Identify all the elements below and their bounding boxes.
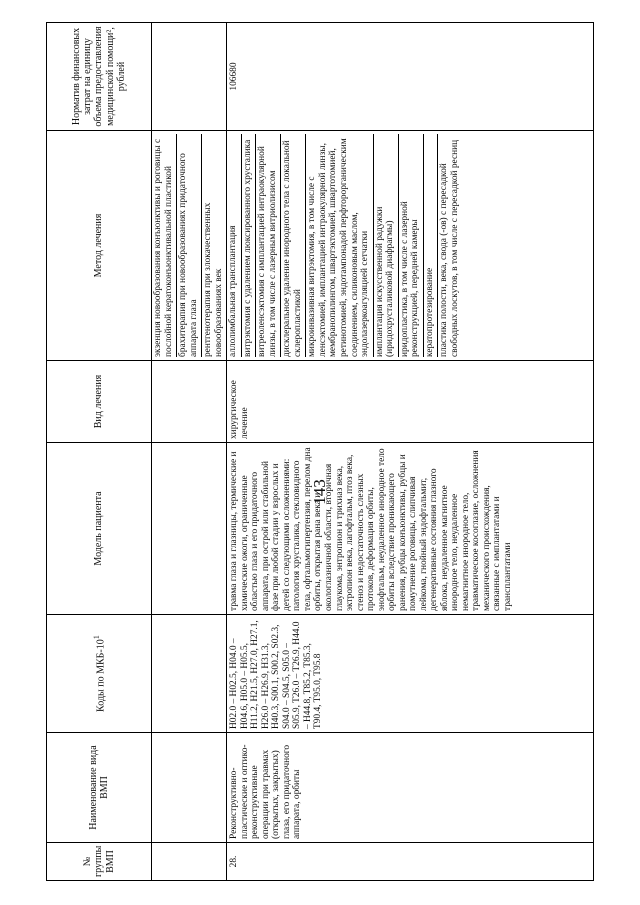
prev-empty-1 (152, 843, 227, 881)
rotated-table-container (46, 23, 594, 881)
row28-group: 28. (227, 843, 594, 881)
vmp-table (46, 22, 594, 881)
prev-method: экзенция новообразования конъюнктивы и роговицы с послойной кератоконъюнктивальной пластикой (152, 134, 177, 357)
row28-method: дисклеральное удаление инородного тела с локальной склеропластикой (281, 134, 306, 357)
header-codes-text: Коды по МКБ-10 (95, 639, 107, 712)
table-row-previous (152, 23, 227, 881)
page-number: 143 (310, 479, 329, 505)
prev-empty-4 (152, 443, 227, 615)
prev-empty-3 (152, 615, 227, 733)
header-name: Наименование вида ВМП (47, 733, 152, 843)
prev-methods-cell (152, 131, 227, 361)
header-codes-footnote: 1 (91, 635, 101, 640)
header-group: № группы ВМП (47, 843, 152, 881)
table-row-28 (227, 23, 594, 881)
row28-method: витрэктомия с удалением люксированного хрусталика (242, 134, 257, 357)
row28-name: Реконструктивно-пластические и оптико-реконструктивные операции при травмах (открытых, закрытых) глаза, его придаточного аппарата, орбиты (227, 733, 594, 843)
header-codes (47, 615, 152, 733)
row28-cost: 106680 (227, 23, 594, 131)
row28-method: витреоленсэктомия с имплантацией интраокулярной линзы, в том числе с лазерным витриолизисом (256, 134, 281, 357)
row28-method: имплантация искусственной радужки (иридохрусталиковой диафрагмы) (374, 134, 399, 357)
header-method: Метод лечения (47, 131, 152, 361)
prev-empty-7 (152, 23, 227, 131)
row28-method: кератопротезирование (424, 134, 439, 357)
prev-method: рентгенотерапия при злокачественных новообразованиях век (203, 202, 224, 357)
row28-method: пластика полости, века, свода (-ов) с пересадкой свободных лоскутов, в том числе с пересадкой ресниц (439, 139, 460, 357)
row28-model: травма глаза и глазницы, термические и химические ожоги, ограниченные областью глаза и его придаточного аппарата, при острой или стабильной фазе при любой стадии у взрослых и детей со следующими осложнениями: патология хрусталика, стекловидного тела, офтальмогипертензия, перелом дна орбиты, открытая рана века и окологлазничной области, вторичная глаукома, энтропион и трихиаз века, эктропион века, лагофтальм, птоз века, стеноз и недостаточность слезных протоков, деформация орбиты, энофтальм, неудаленное инородное тело орбиты вследствие проникающего ранения, рубцы конъюнктивы, рубцы и помутнение роговицы, слипчивая лейкома, гнойный эндофтальмит, дегенеративные состояния глазного яблока, неудаленное магнитное инородное тело, неудаленное немагнитное инородное тело, травматическое косоглазие, осложнения механического происхождения, связанные с имплантатами и трансплантатами (227, 443, 594, 615)
prev-empty-2 (152, 733, 227, 843)
row28-type: хирургическое лечение (227, 361, 594, 443)
prev-method: брахитерапия при новообразованиях придаточного аппарата глаза (177, 134, 202, 357)
table-header-row (47, 23, 152, 881)
header-model: Модель пациента (47, 443, 152, 615)
row28-method: аллолимбальная трансплантация (227, 134, 242, 357)
row28-methods-cell (227, 131, 594, 361)
prev-empty-5 (152, 361, 227, 443)
row28-method: иридопластика, в том числе с лазерной реконструкцией, передней камеры (399, 134, 424, 357)
row28-method: микроинвазивная витрэктомия, в том числе с ленсэктомией, имплантацией интраокулярной линзы, мембранопилингом, швартэктомией, швартотомией, ретинотомией, эндотампонадой перфторорганическим соединением, силиконовым маслом, эндолазеркоагуляцией сетчатки (306, 134, 373, 357)
header-type: Вид лечения (47, 361, 152, 443)
row28-codes: H02.0 – H02.5, H04.0 – H04.6, H05.0 – H05.5, H11.2, H21.5, H27.0, H27.1, H26.0 – H26.9, H31.3, H40.3, S00.1, S00.2, S02.3, S04.0 – S04.5, S05.0 – S05.9, T26.0 – T26.9, H44.0 – H44.8, T85.2, T85.3, T90.4, T95.0, T95.8 (227, 615, 594, 733)
header-cost: Норматив финансовых затрат на единицу объема предоставления медицинской помощи², рублей (47, 23, 152, 131)
